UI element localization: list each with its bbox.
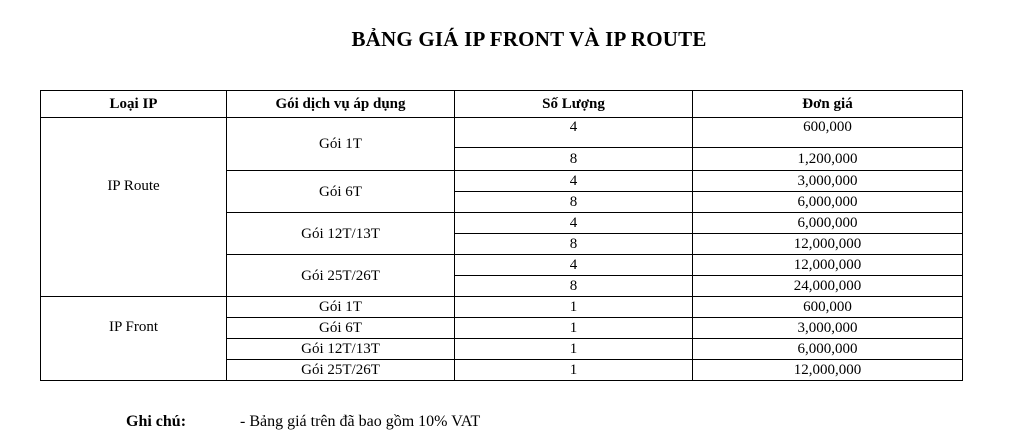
quantity-cell: 1 [455, 339, 693, 360]
table-header-row [41, 91, 963, 118]
package-cell: Gói 25T/26T [227, 255, 455, 297]
table-row [41, 118, 963, 148]
price-cell: 6,000,000 [693, 339, 963, 360]
price-cell: 3,000,000 [693, 171, 963, 192]
quantity-cell: 4 [455, 118, 693, 148]
ip-type-label: IP Front [108, 319, 159, 335]
package-cell: Gói 1T [227, 118, 455, 171]
ip-type-cell [41, 297, 227, 381]
package-cell: Gói 6T [227, 318, 455, 339]
quantity-cell: 4 [455, 213, 693, 234]
price-cell: 12,000,000 [693, 255, 963, 276]
price-cell: 600,000 [693, 118, 963, 148]
quantity-cell: 8 [455, 148, 693, 171]
package-cell: Gói 25T/26T [227, 360, 455, 381]
price-table [40, 90, 963, 381]
price-cell: 12,000,000 [693, 360, 963, 381]
note-label: Ghi chú: [126, 413, 187, 430]
package-cell: Gói 12T/13T [227, 339, 455, 360]
header-quantity: Số Lượng [455, 91, 693, 118]
quantity-cell: 8 [455, 276, 693, 297]
ip-type-cell [41, 118, 227, 297]
page-title: BẢNG GIÁ IP FRONT VÀ IP ROUTE [351, 27, 707, 51]
header-package: Gói dịch vụ áp dụng [227, 91, 455, 118]
price-cell: 6,000,000 [693, 213, 963, 234]
package-cell: Gói 12T/13T [227, 213, 455, 255]
price-cell: 600,000 [693, 297, 963, 318]
quantity-cell: 8 [455, 192, 693, 213]
quantity-cell: 8 [455, 234, 693, 255]
note-text: - Bảng giá trên đã bao gồm 10% VAT [240, 413, 481, 430]
package-cell: Gói 1T [227, 297, 455, 318]
price-cell: 12,000,000 [693, 234, 963, 255]
price-cell: 24,000,000 [693, 276, 963, 297]
quantity-cell: 1 [455, 360, 693, 381]
quantity-cell: 4 [455, 255, 693, 276]
table-row [41, 297, 963, 318]
price-cell: 1,200,000 [693, 148, 963, 171]
quantity-cell: 1 [455, 318, 693, 339]
ip-type-label: IP Route [107, 178, 160, 194]
price-cell: 3,000,000 [693, 318, 963, 339]
header-price: Đơn giá [693, 91, 963, 118]
package-cell: Gói 6T [227, 171, 455, 213]
header-type: Loại IP [41, 91, 227, 118]
quantity-cell: 4 [455, 171, 693, 192]
quantity-cell: 1 [455, 297, 693, 318]
price-cell: 6,000,000 [693, 192, 963, 213]
